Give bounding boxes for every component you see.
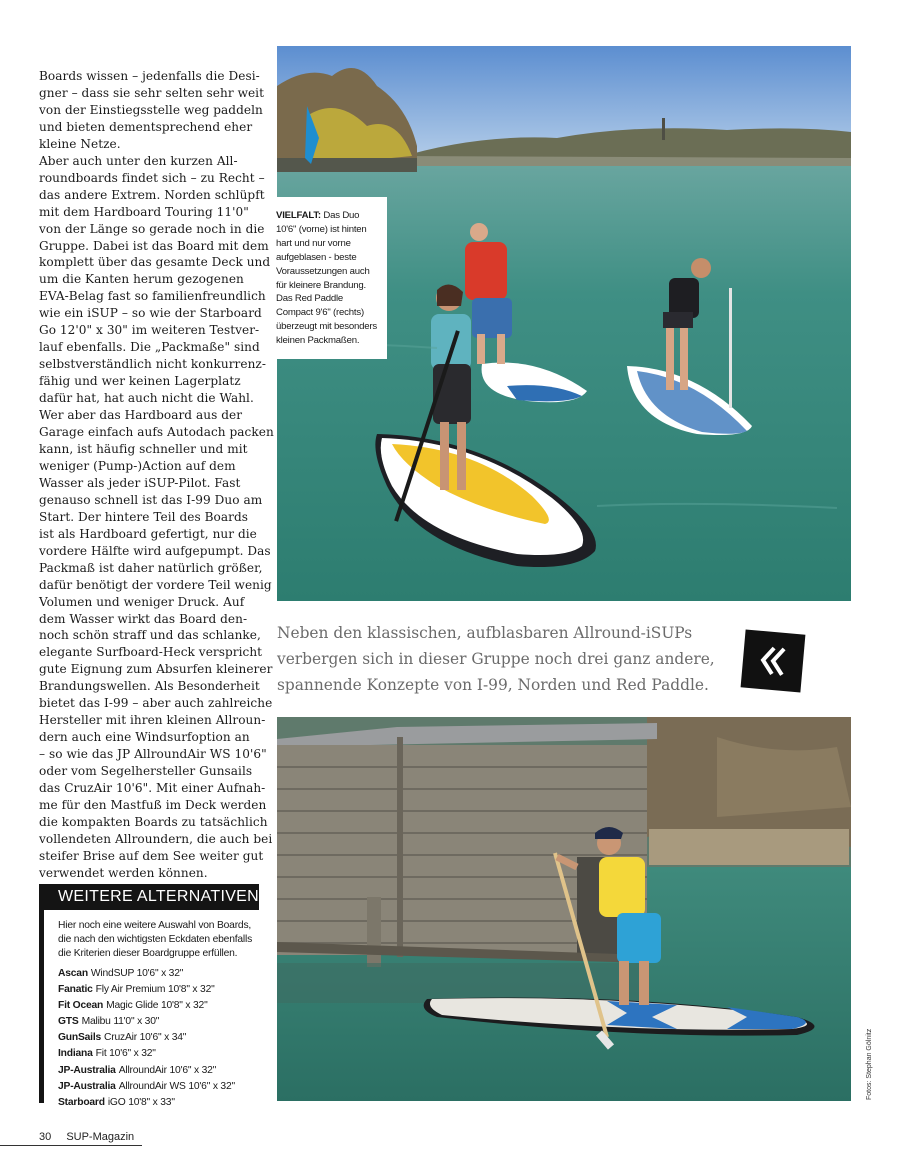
alternative-brand: Fanatic (58, 984, 93, 996)
alternative-brand: Starboard (58, 1096, 105, 1108)
alternative-model: Malibu 11'0" x 30" (81, 1016, 160, 1028)
body-text-line: kann, ist häufig schneller und mit (39, 441, 248, 456)
alternative-item (58, 1095, 259, 1111)
pull-quote (277, 620, 727, 698)
page-footer (39, 1131, 134, 1143)
body-text-line: die kompakten Boards zu tatsächlich (39, 814, 268, 829)
body-text-line: dem Wasser wirkt das Board den- (39, 611, 248, 626)
body-text-line: Packmaß ist daher natürlich größer, (39, 560, 263, 575)
alternative-model: Fit 10'6" x 32" (95, 1048, 156, 1060)
body-text-line: – so wie das JP AllroundAir WS 10'6" (39, 747, 267, 762)
alternative-brand: GTS (58, 1016, 79, 1028)
body-text-line: vordere Hälfte wird aufgepumpt. Das (39, 543, 271, 558)
alternative-model: WindSUP 10'6" x 32" (90, 968, 184, 979)
alternative-item (58, 966, 259, 982)
body-text-line: steifer Brise auf dem See weiter gut (39, 848, 264, 863)
alternative-model: AllroundAir WS 10'6" x 32" (118, 1080, 235, 1092)
caption-line: aufgeblasen - beste (276, 251, 357, 263)
alternative-brand: Fit Ocean (58, 1000, 104, 1012)
body-text-line: roundboards findet sich – zu Recht – (39, 170, 265, 185)
body-text-line: EVA-Belag fast so familienfreundlich (39, 289, 266, 304)
body-text-line: komplett über das gesamte Deck und (39, 255, 271, 270)
photo-credit: Fotos: Stephan Gölnitz (866, 1028, 873, 1100)
body-text-line: vollendeten Allroundern, die auch bei (39, 831, 273, 846)
alternative-model: Fly Air Premium 10'8" x 32" (95, 984, 215, 996)
body-text-line: gute Eignung zum Absurfen kleinerer (39, 662, 273, 677)
body-text-line: verwendet werden können. (39, 865, 208, 880)
alternative-brand: GunSails (58, 1032, 102, 1044)
caption-line: hart und nur vorne (276, 237, 351, 249)
caption-line: überzeugt mit besonders (276, 321, 377, 333)
alternative-brand: Ascan (58, 968, 88, 979)
alternatives-intro-line: Hier noch eine weitere Auswahl von Boards, (58, 920, 252, 931)
caption-first-line: Das Duo (320, 210, 360, 221)
magazine-name: SUP-Magazin (66, 1131, 135, 1143)
body-text-line: dafür hat, hat auch nicht die Wahl. (39, 391, 254, 406)
alternatives-intro-line: die nach den wichtigsten Eckdaten ebenfalls (58, 934, 253, 945)
body-text-line: selbstverständlich nicht konkurrenz- (39, 357, 266, 372)
body-text-line: Hersteller mit ihren kleinen Allroun- (39, 713, 266, 728)
alternative-item (58, 1014, 259, 1030)
body-text-line: Volumen und weniger Druck. Auf (39, 594, 245, 609)
body-text-line: Go 12'0" x 30" im weiteren Testver- (39, 323, 260, 338)
caption-label: VIELFALT: (276, 210, 321, 221)
body-text-line: Gruppe. Dabei ist das Board mit dem (39, 238, 269, 253)
alternative-model: AllroundAir 10'6" x 32" (118, 1064, 217, 1076)
caption-line: Das Red Paddle (276, 293, 344, 305)
caption-line: für kleinere Brandung. (276, 279, 366, 291)
body-text-line: Aber auch unter den kurzen All- (39, 153, 238, 168)
alternative-brand: JP-Australia (58, 1064, 116, 1076)
body-text-line: Brandungswellen. Als Besonderheit (39, 679, 260, 694)
alternative-item (58, 1030, 259, 1046)
alternative-brand: JP-Australia (58, 1080, 116, 1092)
body-text-line: Garage einfach aufs Autodach packen (39, 425, 274, 440)
caption-line: 10'6" (vorne) ist hinten (276, 223, 367, 235)
alternative-brand: Indiana (58, 1048, 93, 1060)
body-text-line: von der Länge so gerade noch in die (39, 221, 265, 236)
body-text-line: genauso schnell ist das I-99 Duo am (39, 492, 263, 507)
photo-boathouse-paddler (277, 717, 851, 1101)
caption-line: kleinen Packmaßen. (276, 335, 360, 347)
body-text-line: das andere Extrem. Norden schlüpft (39, 187, 265, 202)
body-text-line: fähig und wer keinen Lagerplatz (39, 374, 241, 389)
body-text-line: ist als Hardboard gefertigt, nur die (39, 526, 257, 541)
alternative-item (58, 1046, 259, 1062)
body-text-line: oder vom Segelhersteller Gunsails (39, 764, 253, 779)
caption-line: Voraussetzungen auch (276, 265, 370, 277)
body-text-line: dafür benötigt der vordere Teil wenig (39, 577, 272, 592)
pull-quote-line: spannende Konzepte von I-99, Norden und Red Paddle. (277, 676, 709, 694)
alternative-item (58, 982, 259, 998)
alternative-model: iGO 10'8" x 33" (107, 1096, 175, 1108)
alternatives-list (58, 966, 259, 1111)
body-text-line: me für den Mastfuß im Deck werden (39, 797, 267, 812)
body-text-line: lauf ebenfalls. Die „Packmaße" sind (39, 340, 260, 355)
body-text-line: Boards wissen – jedenfalls die Desi- (39, 69, 260, 83)
double-chevron-left-icon (741, 629, 806, 692)
body-text-line: bietet das I-99 – aber auch zahlreiche (39, 696, 273, 711)
body-text-line: von der Einstiegsstelle weg paddeln (39, 102, 263, 117)
body-text-line: gner – dass sie sehr selten sehr weit (39, 85, 265, 100)
alternative-item (58, 1063, 259, 1079)
page-number: 30 (39, 1131, 52, 1143)
footer-rule (0, 1145, 142, 1146)
body-text-line: dern auch eine Windsurfoption an (39, 730, 250, 745)
body-text-line: elegante Surfboard-Heck verspricht (39, 645, 263, 660)
body-text-line: Wer aber das Hardboard aus der (39, 408, 243, 423)
body-text-line: um die Kanten herum gezogenen (39, 272, 244, 287)
article-body (39, 68, 274, 882)
body-text-line: kleine Netze. (39, 136, 121, 151)
alternatives-box (39, 910, 259, 1108)
photo-caption (273, 197, 387, 359)
body-text-line: Wasser als jeder iSUP-Pilot. Fast (39, 475, 241, 490)
body-text-line: mit dem Hardboard Touring 11'0" (39, 204, 249, 219)
alternative-model: Magic Glide 10'8" x 32" (106, 1000, 208, 1012)
alternatives-intro (58, 919, 259, 961)
caption-line: Compact 9'6" (rechts) (276, 307, 364, 319)
alternatives-intro-line: die Kriterien dieser Boardgruppe erfüllen. (58, 948, 238, 959)
alternative-item (58, 1079, 259, 1095)
body-text-line: noch schön straff und das schlanke, (39, 628, 261, 643)
alternatives-title: WEITERE ALTERNATIVEN (39, 884, 259, 910)
pull-quote-line: verbergen sich in dieser Gruppe noch drei ganz andere, (277, 650, 715, 668)
body-text-line: weniger (Pump-)Action auf dem (39, 458, 236, 473)
alternative-model: CruzAir 10'6" x 34" (104, 1032, 187, 1044)
body-text-line: wie ein iSUP – so wie der Starboard (39, 306, 262, 321)
pull-quote-line: Neben den klassischen, aufblasbaren Allround-iSUPs (277, 624, 693, 642)
body-text-line: Start. Der hintere Teil des Boards (39, 509, 249, 524)
alternative-item (58, 998, 259, 1014)
body-text-line: das CruzAir 10'6". Mit einer Aufnah- (39, 781, 266, 796)
body-text-line: und bieten dementsprechend eher (39, 119, 253, 134)
